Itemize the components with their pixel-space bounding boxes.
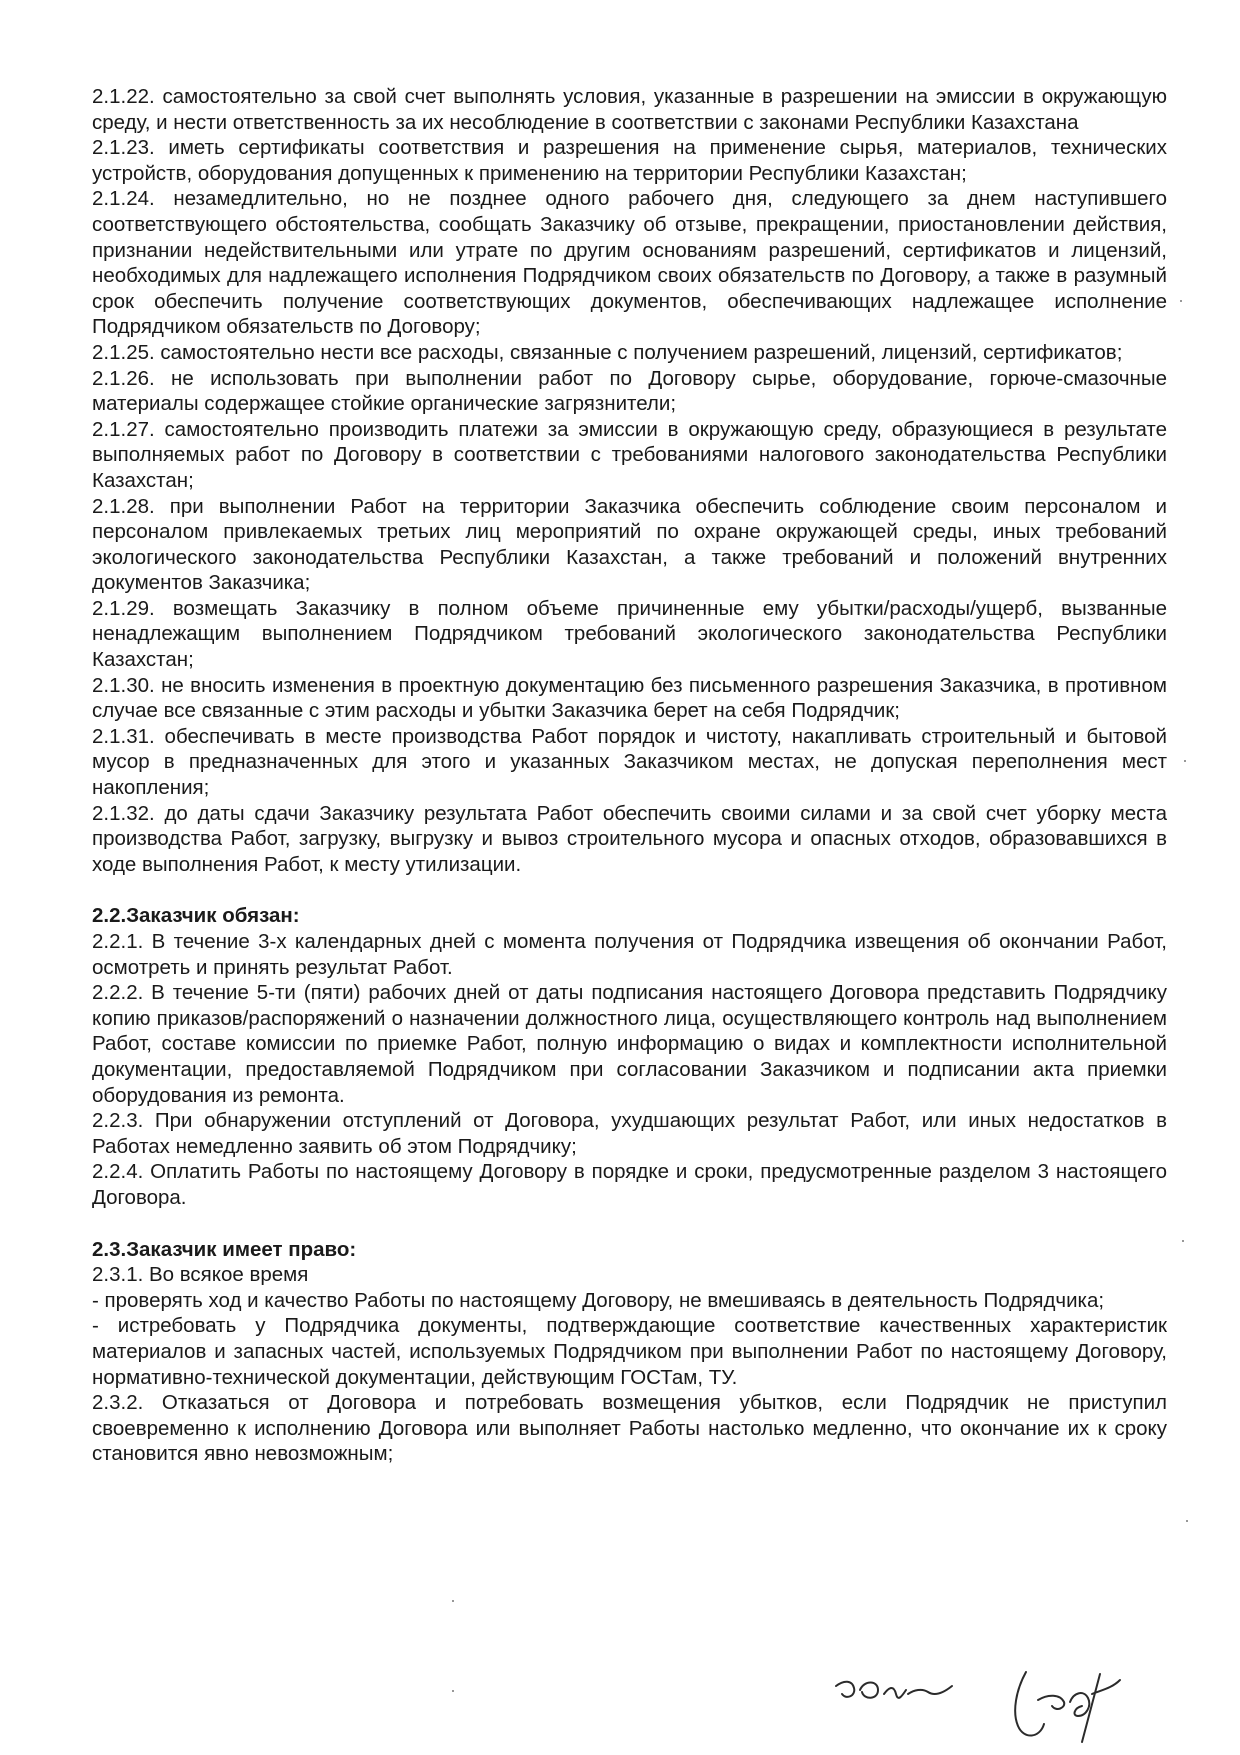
scan-speck [1182,1240,1184,1242]
scan-speck [452,1690,454,1692]
clause-2-1-30: 2.1.30. не вносить изменения в проектную документацию без письменного разрешения Заказчика, в противном случае все связанные с этим расходы и убытки Заказчика берет на себя Подрядчик; [92,673,1167,723]
scan-speck [1184,760,1186,762]
scan-speck [1186,1520,1188,1522]
section-2-3 [92,1237,1167,1467]
clause-2-1-24: 2.1.24. незамедлительно, но не позднее одного рабочего дня, следующего за днем наступившего соответствующего обстоятельства, сообщать Заказчику об отзыве, прекращении, приостановлении действия, признании недействительными или утрате по другим основаниям разрешений, сертификатов и лицензий, необходимых для надлежащего исполнения Подрядчиком своих обязательств по Договору, а также в разумный срок обеспечить получение соответствующих документов, обеспечивающих надлежащее исполнение Подрядчиком обязательств по Договору; [92,187,1167,339]
clause-2-1-26: 2.1.26. не использовать при выполнении работ по Договору сырье, оборудование, горюче-смазочные материалы содержащее стойкие органические загрязнители; [92,366,1167,416]
clause-2-1-23: 2.1.23. иметь сертификаты соответствия и разрешения на применение сырья, материалов, технических устройств, оборудования допущенных к применению на территории Республики Казахстан; [92,136,1167,185]
document-page [92,84,1167,1467]
clause-2-3-2: 2.3.2. Отказаться от Договора и потребовать возмещения убытков, если Подрядчик не приступил своевременно к исполнению Договора или выполняет Работы настолько медленно, что окончание их к сроку становится явно невозможным; [92,1391,1167,1466]
clause-2-1-22: 2.1.22. самостоятельно за свой счет выполнять условия, указанные в разрешении на эмиссии в окружающую среду, и нести ответственность за их несоблюдение в соответствии с законами Республики Казахстана [92,85,1167,134]
clause-2-2-3: 2.2.3. При обнаружении отступлений от Договора, ухудшающих результат Работ, или иных недостатков в Работах немедленно заявить об этом Подрядчику; [92,1109,1167,1158]
handwritten-initials-icon [830,1650,1190,1750]
clause-2-3-1-request-documents: - истребовать у Подрядчика документы, подтверждающие соответствие качественных характеристик материалов и запасных частей, используемых Подрядчиком при выполнении Работ по настоящему Договору, нормативно-технической документации, действующим ГОСТам, ТУ. [92,1314,1167,1389]
section-2-3-heading: 2.3.Заказчик имеет право: [92,1237,357,1261]
section-2-2-heading: 2.2.Заказчик обязан: [92,904,300,928]
section-gap [92,877,1167,903]
clause-2-1-28: 2.1.28. при выполнении Работ на территории Заказчика обеспечить соблюдение своим персоналом и персоналом привлекаемых третьих лиц мероприятий по охране окружающей среды, иных требований экологического законодательства Республики Казахстан, а также требований и положений внутренних документов Заказчика; [92,494,1167,595]
clause-2-1-29: 2.1.29. возмещать Заказчику в полном объеме причиненные ему убытки/расходы/ущерб, вызванные ненадлежащим выполнением Подрядчиком требований экологического законодательства Республики Казахстан; [92,596,1167,672]
clause-2-1-32: 2.1.32. до даты сдачи Заказчику результата Работ обеспечить своими силами и за свой счет уборку места производства Работ, загрузку, выгрузку и вывоз строительного мусора и опасных отходов, образовавшихся в ходе выполнения Работ, к месту утилизации. [92,801,1167,876]
clause-2-2-1: 2.2.1. В течение 3-х календарных дней с момента получения от Подрядчика извещения об окончании Работ, осмотреть и принять результат Работ. [92,930,1167,979]
clause-2-2-2: 2.2.2. В течение 5-ти (пяти) рабочих дней от даты подписания настоящего Договора представить Подрядчику копию приказов/распоряжений о назначении должностного лица, осуществляющего контроль над выполнением Работ, составе комиссии по приемке Работ, полную информацию о видах и комплектности исполнительной документации, предоставляемой Подрядчиком при согласовании Заказчиком и подписании акта приемки оборудования из ремонта. [92,981,1167,1107]
section-2-1 [92,84,1167,877]
clause-2-1-27: 2.1.27. самостоятельно производить платежи за эмиссии в окружающую среду, образующиеся в результате выполняемых работ по Договору в соответствии с требованиями налогового законодательства Республики Казахстан; [92,417,1167,492]
signatures [830,1650,1190,1750]
clause-2-1-31: 2.1.31. обеспечивать в месте производства Работ порядок и чистоту, накапливать строительный и бытовой мусор в предназначенных для этого и указанных Заказчиком местах, не допуская переполнения мест накопления; [92,724,1167,800]
clause-2-2-4: 2.2.4. Оплатить Работы по настоящему Договору в порядке и сроки, предусмотренные разделом 3 настоящего Договора. [92,1160,1167,1209]
clause-2-1-25: 2.1.25. самостоятельно нести все расходы, связанные с получением разрешений, лицензий, сертификатов; [92,340,1123,364]
clause-2-3-1: 2.3.1. Во всякое время [92,1263,309,1287]
scan-speck [1180,300,1182,302]
section-2-2 [92,903,1167,1210]
clause-2-3-1-check-progress: - проверять ход и качество Работы по настоящему Договору, не вмешиваясь в деятельность Подрядчика; [92,1288,1105,1312]
scan-speck [452,1600,454,1602]
section-gap [92,1211,1167,1237]
